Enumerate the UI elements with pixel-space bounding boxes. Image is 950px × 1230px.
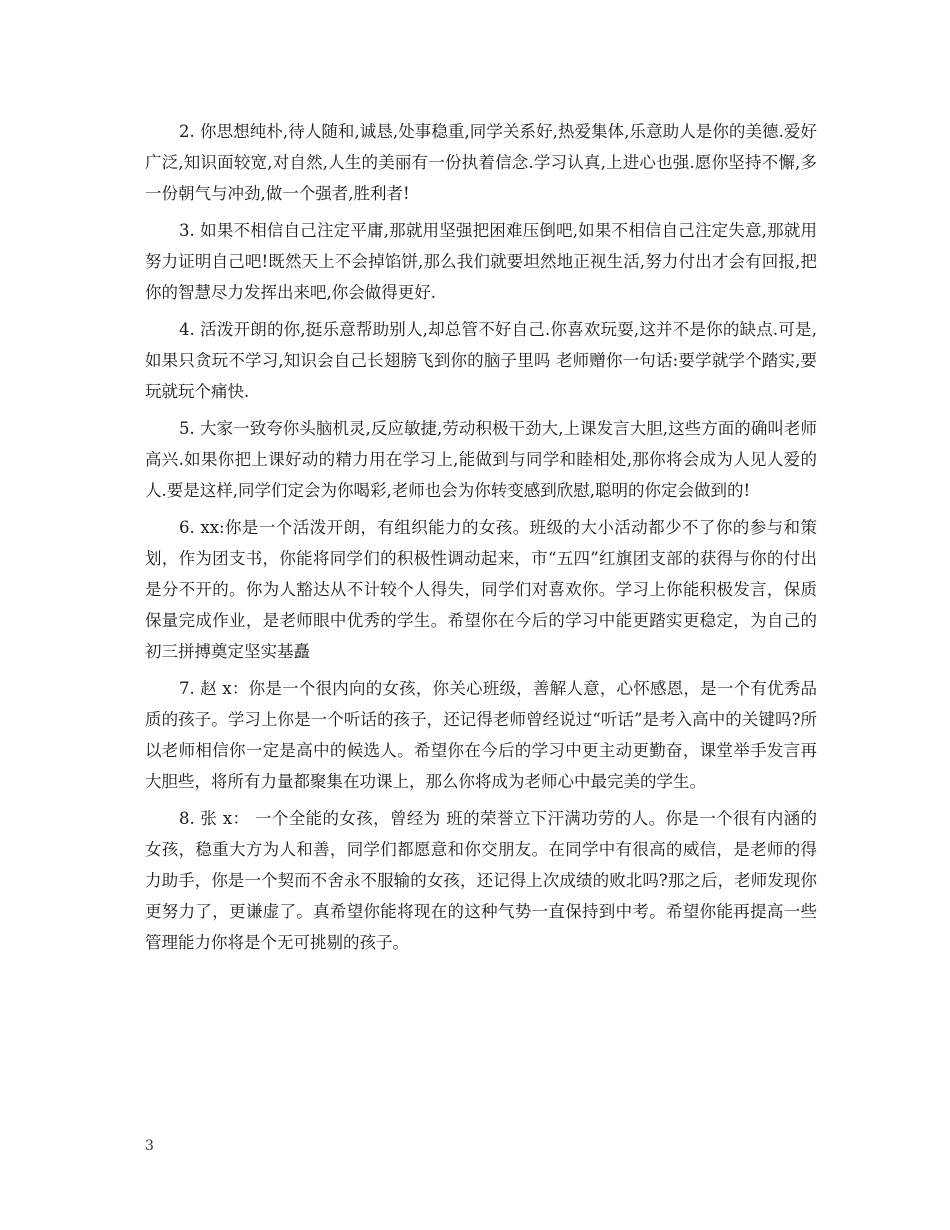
paragraph-7: 7. 赵 x：你是一个很内向的女孩，你关心班级，善解人意，心怀感恩，是一个有优秀品质的孩子。学习上你是一个听话的孩子，还记得老师曾经说过“听话”是考入高中的关键吗?所以老师相信你一定是高中的候选人。希望你在今后的学习中更主动更勤奋，课堂举手发言再大胆些，将所有力量都聚集在功课上，那么你将成为老师心中最完美的学生。 [145,679,817,791]
paragraph-8: 8. 张 x： 一个全能的女孩，曾经为 班的荣誉立下汗满功劳的人。你是一个很有内涵的女孩，稳重大方为人和善，同学们都愿意和你交朋友。在同学中有很高的威信，是老师的得力助手，你是一个契而不舍永不服输的女孩，还记得上次成绩的败北吗?那之后，老师发现你更努力了，更谦虚了。真希望你能将现在的这种气势一直保持到中考。希望你能再提高一些管理能力你将是个无可挑剔的孩子。 [145,809,817,952]
page-number: 3 [145,1138,154,1154]
paragraph-5: 5. 大家一致夸你头脑机灵,反应敏捷,劳动积极干劲大,上课发言大胆,这些方面的确叫老师高兴.如果你把上课好动的精力用在学习上,能做到与同学和睦相处,那你将会成为人见人爱的人.要是这样,同学们定会为你喝彩,老师也会为你转变感到欣慰,聪明的你定会做到的! [145,419,817,500]
paragraph-6: 6. xx:你是一个活泼开朗，有组织能力的女孩。班级的大小活动都少不了你的参与和策划，作为团支书，你能将同学们的积极性调动起来，市“五四”红旗团支部的获得与你的付出是分不开的。你为人豁达从不计较个人得失，同学们对喜欢你。学习上你能积极发言，保质保量完成作业，是老师眼中优秀的学生。希望你在今后的学习中能更踏实更稳定，为自己的初三拼搏奠定坚实基矗 [145,518,817,661]
paragraph-4: 4. 活泼开朗的你,挺乐意帮助别人,却总管不好自己.你喜欢玩耍,这并不是你的缺点.可是,如果只贪玩不学习,知识会自己长翅膀飞到你的脑子里吗 老师赠你一句话:要学就学个踏实,要玩就玩个痛快. [145,320,817,401]
document-body [145,116,817,964]
paragraph-3: 3. 如果不相信自己注定平庸,那就用坚强把困难压倒吧,如果不相信自己注定失意,那就用努力证明自己吧!既然天上不会掉馅饼,那么我们就要坦然地正视生活,努力付出才会有回报,把你的智慧尽力发挥出来吧,你会做得更好. [145,221,817,302]
paragraph-2: 2. 你思想纯朴,待人随和,诚恳,处事稳重,同学关系好,热爱集体,乐意助人是你的美德.爱好广泛,知识面较宽,对自然,人生的美丽有一份执着信念.学习认真,上进心也强.愿你坚持不懈,多一份朝气与冲劲,做一个强者,胜利者! [145,122,817,203]
